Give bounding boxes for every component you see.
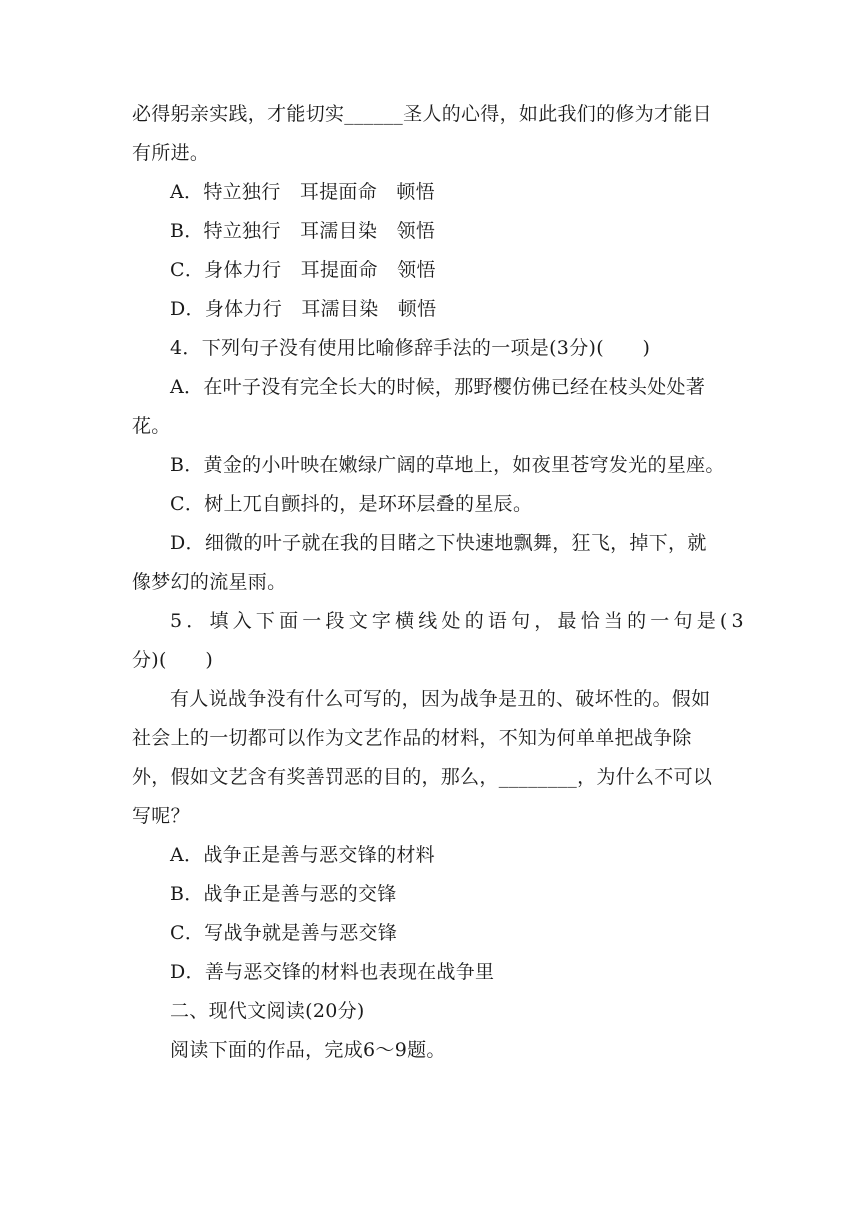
paragraph-line: 有所进。 <box>132 142 210 164</box>
paragraph-line: 必得躬亲实践，才能切实______圣人的心得，如此我们的修为才能日 <box>132 103 712 125</box>
document-page <box>132 95 748 1070</box>
option-c-q3: C．身体力行 耳提面命 领悟 <box>170 259 436 281</box>
reading-instruction: 阅读下面的作品，完成6～9题。 <box>170 1039 446 1061</box>
option-d-q4: D．细微的叶子就在我的目睹之下快速地飘舞，狂飞，掉下，就 <box>170 532 707 554</box>
option-a-q4-cont: 花。 <box>132 415 171 437</box>
passage-line: 外，假如文艺含有奖善罚恶的目的，那么，________，为什么不可以 <box>132 766 713 788</box>
passage-line: 写呢？ <box>132 805 190 827</box>
option-a-q3: A．特立独行 耳提面命 顿悟 <box>170 181 435 203</box>
question-4-stem: 4．下列句子没有使用比喻修辞手法的一项是(3分)( ) <box>170 337 651 359</box>
option-c-q4: C．树上兀自颤抖的，是环环层叠的星辰。 <box>170 493 533 515</box>
option-b-q4: B．黄金的小叶映在嫩绿广阔的草地上，如夜里苍穹发光的星座。 <box>170 454 725 476</box>
option-b-q5: B．战争正是善与恶的交锋 <box>170 883 397 905</box>
option-d-q3: D．身体力行 耳濡目染 顿悟 <box>170 298 437 320</box>
section-heading: 二、现代文阅读(20分) <box>170 1000 365 1022</box>
option-a-q4: A．在叶子没有完全长大的时候，那野樱仿佛已经在枝头处处著 <box>170 376 706 398</box>
option-a-q5: A．战争正是善与恶交锋的材料 <box>170 844 435 866</box>
question-5-stem: 5．填入下面一段文字横线处的语句，最恰当的一句是(3 <box>170 610 748 632</box>
option-d-q5: D．善与恶交锋的材料也表现在战争里 <box>170 961 495 983</box>
question-5-stem-cont: 分)( ) <box>132 649 214 671</box>
passage-line: 社会上的一切都可以作为文艺作品的材料，不知为何单单把战争除 <box>132 727 692 749</box>
passage-line: 有人说战争没有什么可写的，因为战争是丑的、破坏性的。假如 <box>170 688 711 710</box>
option-b-q3: B．特立独行 耳濡目染 领悟 <box>170 220 436 242</box>
option-d-q4-cont: 像梦幻的流星雨。 <box>132 571 287 593</box>
option-c-q5: C．写战争就是善与恶交锋 <box>170 922 398 944</box>
